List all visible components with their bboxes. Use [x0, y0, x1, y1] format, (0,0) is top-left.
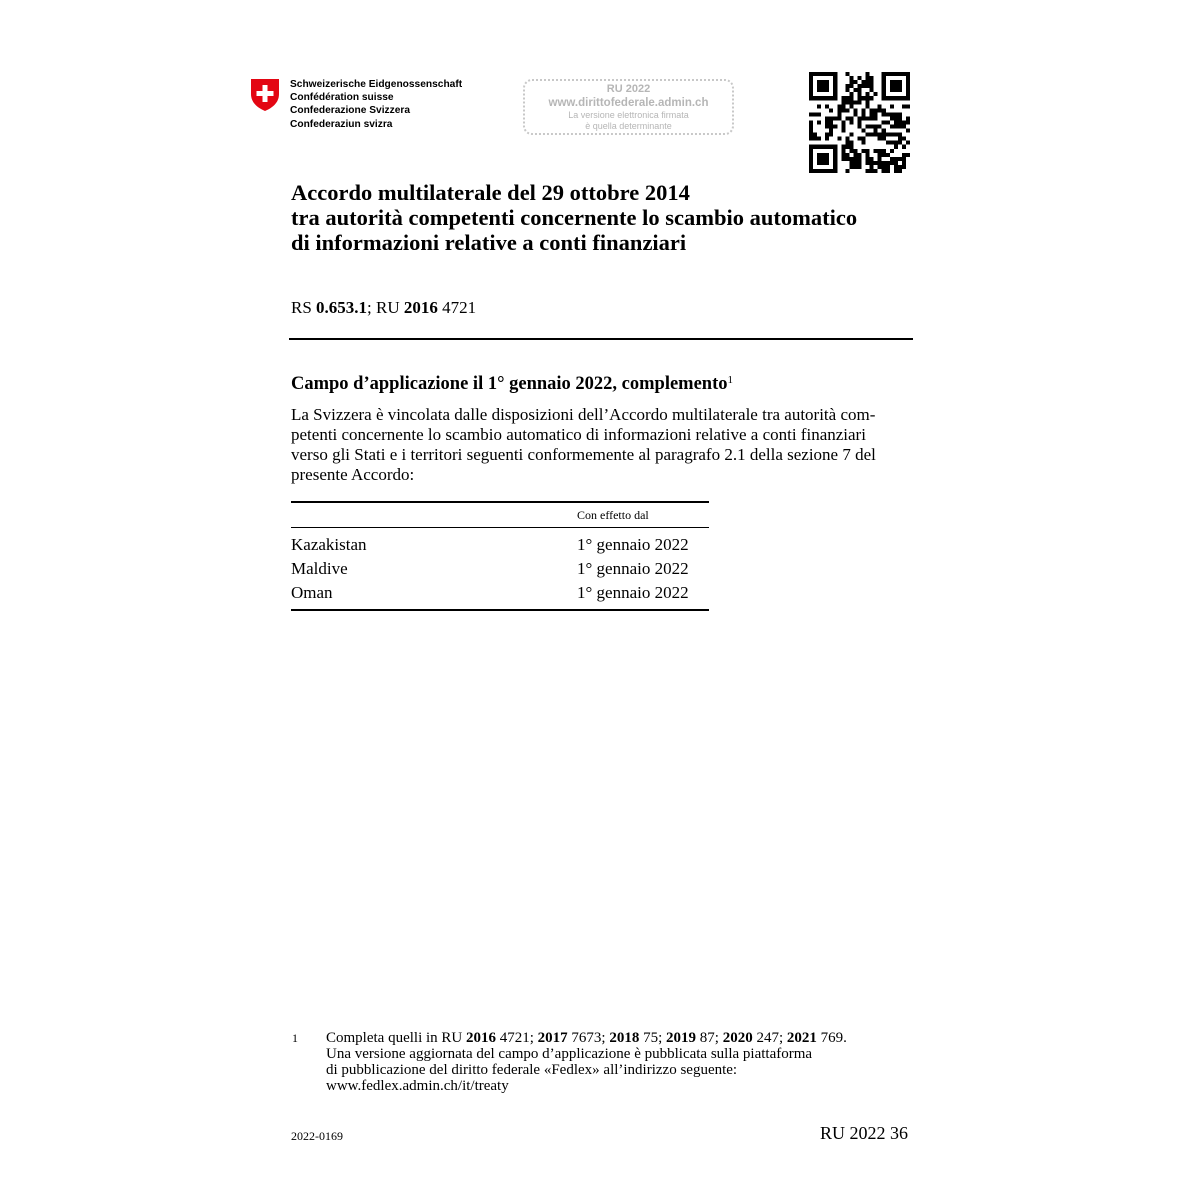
fn-year: 2018: [609, 1030, 640, 1046]
fn-year: 2016: [466, 1030, 496, 1046]
table-row: [291, 581, 709, 605]
document-reference: [291, 298, 476, 318]
fn-text: 769.: [816, 1030, 847, 1046]
fn-text: 87;: [696, 1030, 723, 1046]
intro-line: verso gli Stati e i territori seguenti conformemente al paragrafo 2.1 della sezione 7 del: [291, 445, 876, 464]
intro-paragraph: [291, 405, 911, 485]
footnote-reference: 1: [727, 374, 733, 386]
title-line: tra autorità competenti concernente lo scambio automatico: [291, 205, 858, 230]
intro-line: presente Accordo:: [291, 465, 415, 484]
fn-text: 4721;: [496, 1030, 538, 1046]
country-cell: Kazakistan: [291, 535, 367, 554]
ru-page: 4721: [437, 298, 477, 317]
fn-text: 247;: [752, 1030, 787, 1046]
document-id: 2022-0169: [291, 1129, 343, 1143]
footnote-line: Una versione aggiornata del campo d’applicazione è pubblicata sulla piattaforma: [326, 1046, 813, 1062]
table-row: [291, 557, 709, 581]
fn-year: 2020: [722, 1030, 753, 1046]
intro-line: La Svizzera è vincolata dalle disposizioni dell’Accordo multilaterale tra autorità com-: [291, 405, 876, 424]
stamp-line: è quella determinante: [585, 121, 672, 131]
stamp-url: www.dirittofederale.admin.ch: [548, 97, 709, 109]
intro-line: petenti concernente lo scambio automatico di informazioni relative a conti finanziari: [291, 425, 866, 444]
document-title: [291, 180, 857, 255]
footnote-text: [326, 1030, 847, 1094]
table-header-rule: [291, 527, 709, 528]
application-table: [291, 533, 709, 605]
stamp-line: La versione elettronica firmata: [568, 110, 689, 120]
table-row: [291, 533, 709, 557]
fn-year: 2019: [666, 1030, 697, 1046]
footnote-number: 1: [292, 1031, 298, 1045]
date-cell: 1° gennaio 2022: [577, 559, 689, 578]
rs-prefix: RS: [291, 298, 317, 317]
date-cell: 1° gennaio 2022: [577, 583, 689, 602]
confederation-line-fr: Confédération suisse: [290, 92, 394, 104]
swiss-coat-of-arms-icon: [250, 78, 280, 112]
confederation-line-de: Schweizerische Eidgenossenschaft: [290, 79, 463, 90]
stamp-line: RU 2022: [606, 83, 651, 95]
fn-text: 7673;: [567, 1030, 610, 1046]
fn-text: Completa quelli in RU: [326, 1030, 466, 1046]
confederation-line-rm: Confederaziun svizra: [290, 118, 393, 130]
fn-year: 2021: [786, 1030, 817, 1046]
table-top-rule: [291, 501, 709, 503]
confederation-name: [290, 78, 462, 131]
fn-year: 2017: [537, 1030, 568, 1046]
section-title-text: Campo d’applicazione il 1° gennaio 2022, complemento: [291, 374, 728, 394]
page-reference: RU 2022 36: [820, 1123, 909, 1143]
country-cell: Maldive: [291, 559, 348, 578]
ru-separator: ; RU: [367, 298, 404, 317]
section-title: [291, 374, 733, 395]
footnote-line: di pubblicazione del diritto federale «Fedlex» all’indirizzo seguente:: [326, 1062, 738, 1078]
qr-code-icon: [809, 72, 910, 173]
title-line: di informazioni relative a conti finanziari: [291, 230, 687, 255]
ru-year: 2016: [403, 298, 438, 317]
footnote-line: [326, 1030, 847, 1046]
confederation-line-it: Confederazione Svizzera: [290, 105, 411, 117]
rs-number: 0.653.1: [316, 298, 368, 317]
table-column-header: Con effetto dal: [577, 508, 649, 522]
header-divider: [289, 338, 913, 340]
fn-text: 75;: [639, 1030, 667, 1046]
country-cell: Oman: [291, 583, 333, 602]
footnote-url: www.fedlex.admin.ch/it/treaty: [326, 1078, 509, 1094]
date-cell: 1° gennaio 2022: [577, 535, 689, 554]
title-line: Accordo multilaterale del 29 ottobre 2014: [291, 180, 690, 205]
electronic-version-stamp: [523, 79, 734, 135]
table-bottom-rule: [291, 609, 709, 611]
